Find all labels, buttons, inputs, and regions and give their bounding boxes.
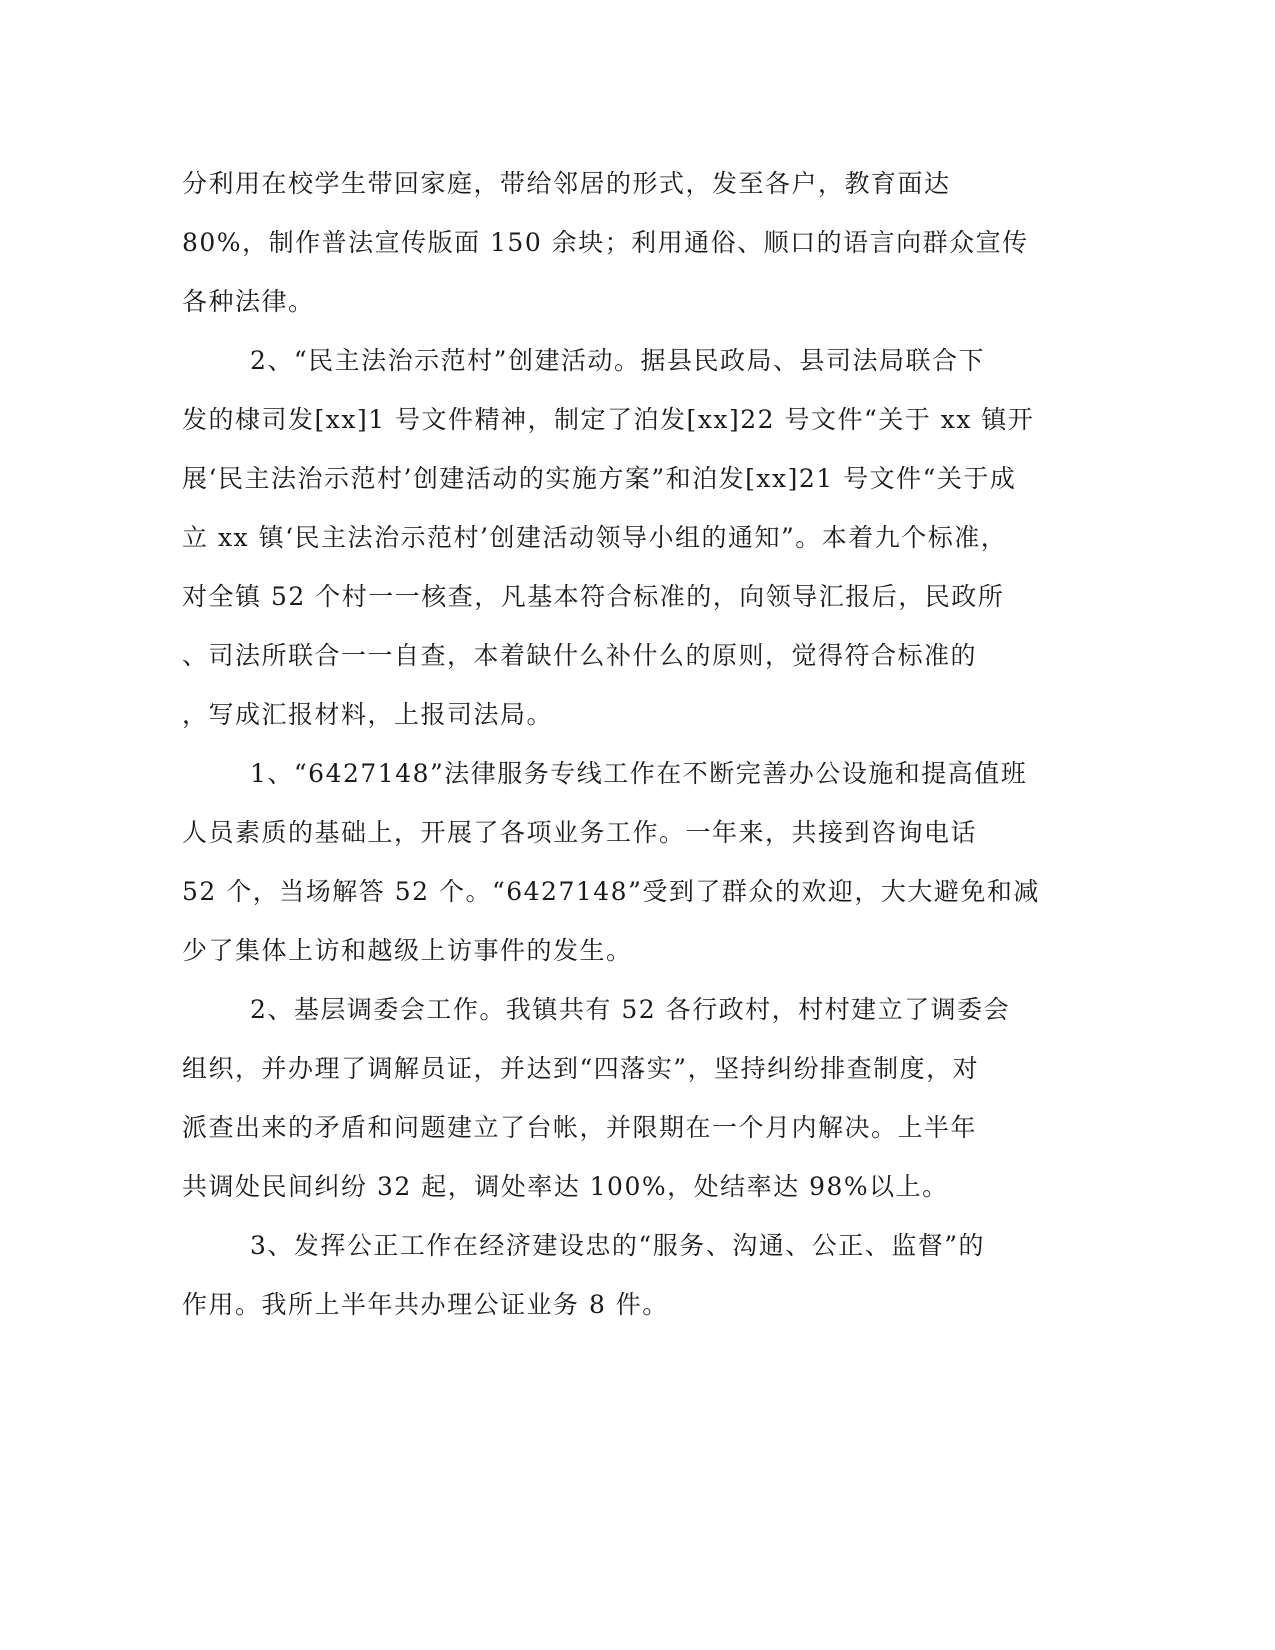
text-line: 人员素质的基础上，开展了各项业务工作。一年来，共接到咨询电话	[182, 818, 978, 847]
document-body	[182, 154, 1040, 1334]
text-line: 展‘民主法治示范村’创建活动的实施方案”和泊发[xx]21 号文件“关于成	[182, 464, 1017, 493]
paragraph-mediation-committee	[182, 980, 1034, 1216]
text-line: 派查出来的矛盾和问题建立了台帐，并限期在一个月内解决。上半年	[182, 1113, 978, 1142]
text-line: 1、“6427148”法律服务专线工作在不断完善办公设施和提高值班	[250, 759, 1028, 788]
paragraph-notary-work	[182, 1216, 1034, 1334]
text-line: 3、发挥公正工作在经济建设忠的“服务、沟通、公正、监督”的	[250, 1231, 985, 1260]
text-line: 分利用在校学生带回家庭，带给邻居的形式，发至各户，教育面达	[182, 169, 951, 198]
text-line: 立 xx 镇‘民主法治示范村’创建活动领导小组的通知”。本着九个标准，	[182, 523, 1008, 552]
text-line: 2、“民主法治示范村”创建活动。据县民政局、县司法局联合下	[250, 346, 985, 375]
text-line: 各种法律。	[182, 287, 315, 316]
text-line: 52 个，当场解答 52 个。“6427148”受到了群众的欢迎，大大避免和减	[182, 877, 1040, 906]
text-line: 发的棣司发[xx]1 号文件精神，制定了泊发[xx]22 号文件“关于 xx 镇开	[182, 405, 1035, 434]
paragraph-continuation	[182, 154, 1034, 331]
text-line: ，写成汇报材料，上报司法局。	[182, 700, 554, 729]
text-line: 组织，并办理了调解员证，并达到“四落实”，坚持纠纷排查制度，对	[182, 1054, 980, 1083]
paragraph-democracy-village	[182, 331, 1034, 744]
text-line: 作用。我所上半年共办理公证业务 8 件。	[182, 1290, 669, 1319]
text-line: 80%，制作普法宣传版面 150 余块；利用通俗、顺口的语言向群众宣传	[182, 228, 1029, 257]
text-line: 共调处民间纠纷 32 起，调处率达 100%，处结率达 98%以上。	[182, 1172, 949, 1201]
text-line: 2、基层调委会工作。我镇共有 52 各行政村，村村建立了调委会	[250, 995, 1011, 1024]
paragraph-legal-hotline	[182, 744, 1040, 980]
text-line: 少了集体上访和越级上访事件的发生。	[182, 936, 633, 965]
text-line: 、司法所联合一一自查，本着缺什么补什么的原则，觉得符合标准的	[182, 641, 978, 670]
text-line: 对全镇 52 个村一一核查，凡基本符合标准的，向领导汇报后，民政所	[182, 582, 1005, 611]
